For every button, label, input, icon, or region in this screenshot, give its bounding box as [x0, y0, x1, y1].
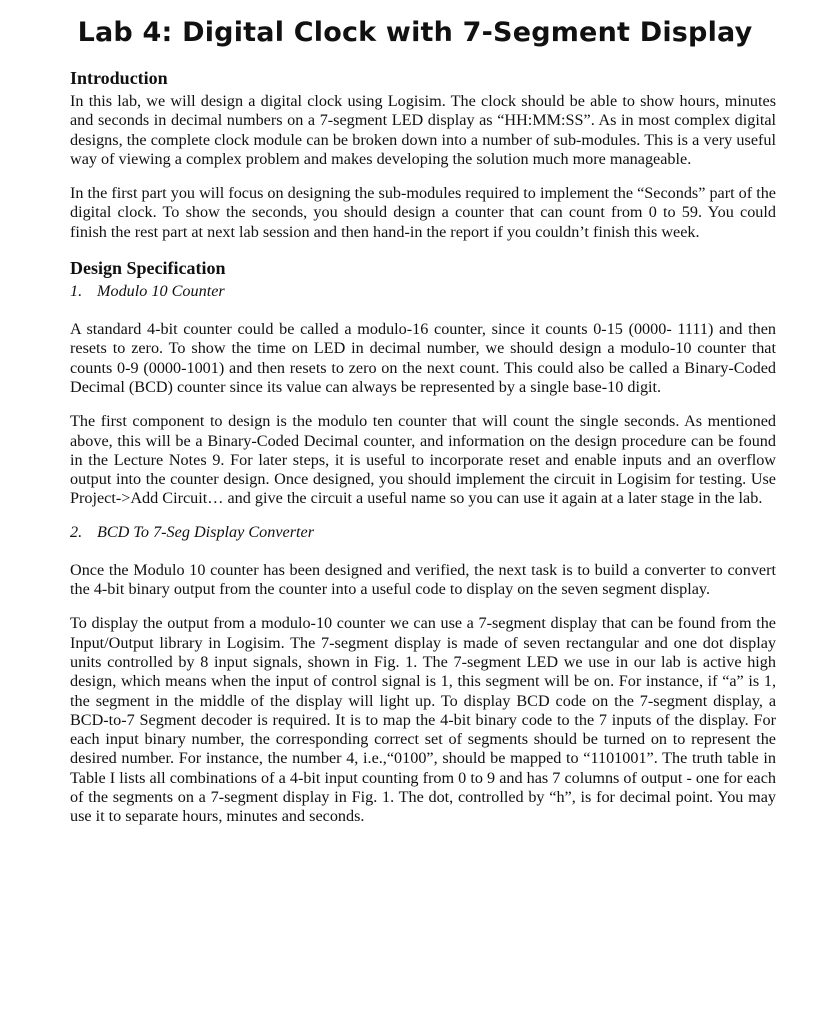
subsection-number: 2. [70, 522, 83, 541]
subsection-heading-bcd-converter [70, 522, 776, 542]
subsection-number: 1. [70, 282, 83, 301]
bcd-converter-paragraph-2: To display the output from a modulo-10 counter we can use a 7-segment display that can be found from the Input/Output library in Logisim. The 7-segment display is made of seven rectangular and one dot display units controlled by 8 input signals, shown in Fig. 1. The 7-segment LED we use in our lab is active high design, which means when the input of control signal is 1, this segment will be on. For instance, if “a” is 1, the segment in the middle of the display will light up. To display BCD code on the 7-segment display, a BCD-to-7 Segment decoder is required. It is to map the 4-bit binary code to the 7 inputs of the display. For each input binary number, the corresponding correct set of segments should be turned on to represent the desired number. For instance, the number 4, i.e.,“0100”, should be mapped to “1101001”. The truth table in Table I lists all combinations of a 4-bit input counting from 0 to 9 and has 7 columns of output - one for each of the segments on a 7-segment display in Fig. 1. The dot, controlled by “h”, is for decimal point. You may use it to separate hours, minutes and seconds. [70, 614, 776, 826]
modulo-counter-paragraph-2: The first component to design is the modulo ten counter that will count the single seconds. As mentioned above, this will be a Binary-Coded Decimal counter, and information on the design procedure can be found in the Lecture Notes 9. For later steps, it is useful to incorporate reset and enable inputs and an overflow output into the counter design. Once designed, you should implement the circuit in Logisim for testing. Use Project->Add Circuit… and give the circuit a useful name so you can use it again at a later stage in the lab. [70, 412, 776, 508]
bcd-converter-paragraph-1: Once the Modulo 10 counter has been designed and verified, the next task is to build a converter to convert the 4-bit binary output from the counter into a useful code to display on the seven segment display. [70, 560, 776, 599]
subsection-heading-modulo-counter [70, 281, 776, 301]
document-body [70, 66, 776, 827]
introduction-heading: Introduction [70, 68, 168, 88]
introduction-paragraph-2: In the first part you will focus on designing the sub-modules required to implement the “Seconds” part of the digital clock. To show the seconds, you should design a counter that can count from 0 to 59. You could finish the rest part at next lab session and then hand-in the report if you couldn’t finish this week. [70, 184, 776, 241]
subsection-title: BCD To 7-Seg Display Converter [97, 522, 315, 541]
subsection-title: Modulo 10 Counter [97, 282, 225, 301]
design-specification-heading: Design Specification [70, 258, 226, 279]
page-title: Lab 4: Digital Clock with 7-Segment Display [77, 17, 753, 48]
modulo-counter-paragraph-1: A standard 4-bit counter could be called a modulo-16 counter, since it counts 0-15 (0000- 1111) and then resets to zero. To show the time on LED in decimal number, we should design a modulo-10 counter that counts 0-9 (0000-1001) and then resets to zero on the next count. This could also be called a Binary-Coded Decimal (BCD) counter since its value can always be represented by a single base-10 digit. [70, 320, 776, 396]
introduction-paragraph-1: In this lab, we will design a digital clock using Logisim. The clock should be able to show hours, minutes and seconds in decimal numbers on a 7-segment LED display as “HH:MM:SS”. As in most complex digital designs, the complete clock module can be broken down into a number of sub-modules. This is a very useful way of viewing a complex problem and makes developing the solution much more manageable. [70, 92, 776, 168]
